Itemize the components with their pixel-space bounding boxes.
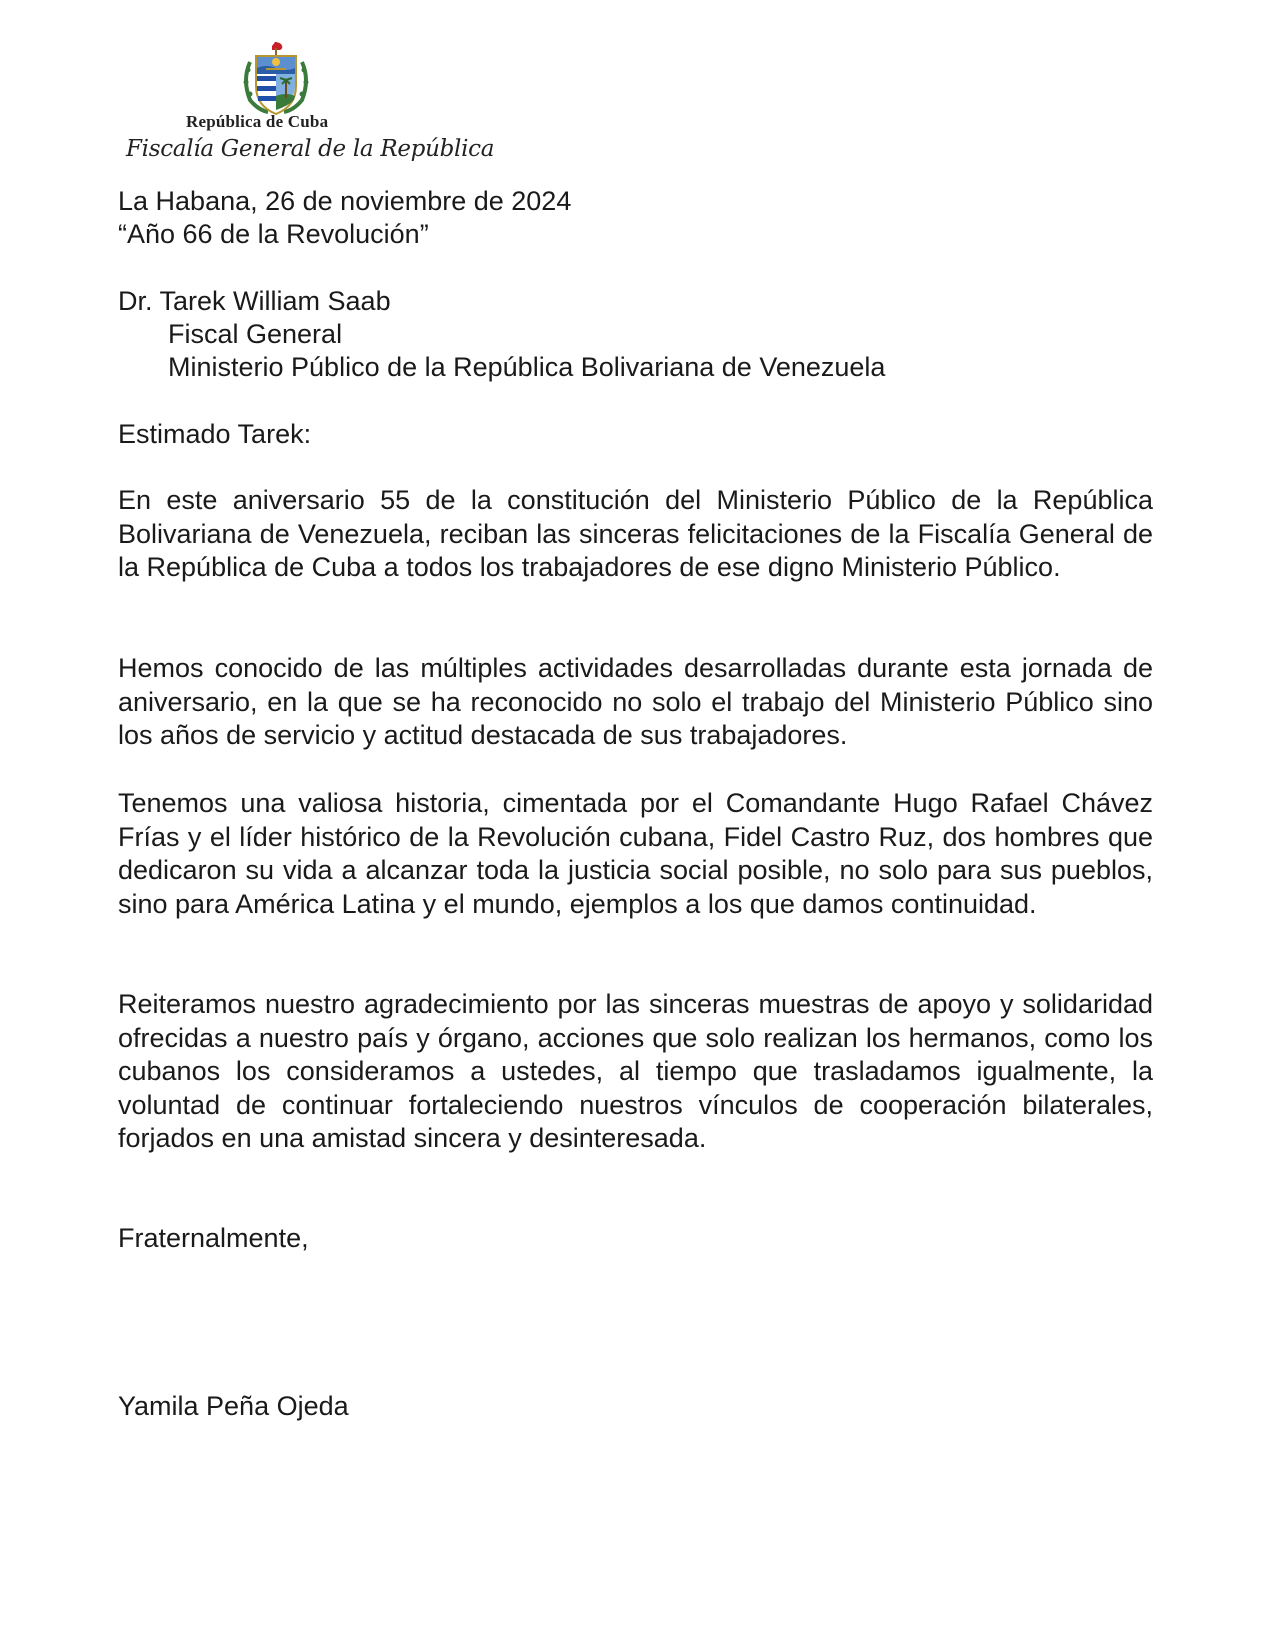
recipient-organization: Ministerio Público de la República Bolivariana de Venezuela (168, 352, 886, 382)
year-motto: “Año 66 de la Revolución” (118, 219, 429, 249)
recipient-name: Dr. Tarek William Saab (118, 286, 391, 316)
place-date: La Habana, 26 de noviembre de 2024 (118, 186, 572, 216)
signature-name: Yamila Peña Ojeda (118, 1391, 349, 1421)
greeting: Estimado Tarek: (118, 419, 312, 449)
body-paragraph-1: En este aniversario 55 de la constitución del Ministerio Público de la República Bolivariana de Venezuela, reciban las sinceras felicitaciones de la Fiscalía General de la República de Cuba a todos los trabajadores de ese digno Ministerio Público. (118, 485, 1153, 582)
body-paragraph-4: Reiteramos nuestro agradecimiento por las sinceras muestras de apoyo y solidaridad ofrecidas a nuestro país y órgano, acciones que solo realizan los hermanos, como los cubanos los consideramos a ustedes, al tiempo que trasladamos igualmente, la voluntad de continuar fortaleciendo nuestros vínculos de cooperación bilaterales, forjados en una amistad sincera y desinteresada. (118, 989, 1153, 1153)
coat-of-arms-emblem (236, 40, 316, 118)
body-paragraph-2: Hemos conocido de las múltiples actividades desarrolladas durante esta jornada de aniversario, en la que se ha reconocido no solo el trabajo del Ministerio Público sino los años de servicio y actitud destacada de sus trabajadores. (118, 653, 1153, 750)
letterhead-office: Fiscalía General de la República (126, 136, 495, 162)
letterhead-republic: República de Cuba (186, 112, 329, 131)
recipient-title: Fiscal General (168, 319, 343, 349)
closing: Fraternalmente, (118, 1223, 309, 1253)
letterhead (118, 40, 495, 170)
body-paragraph-3: Tenemos una valiosa historia, cimentada por el Comandante Hugo Rafael Chávez Frías y el líder histórico de la Revolución cubana, Fidel Castro Ruz, dos hombres que dedicaron su vida a alcanzar toda la justicia social posible, no solo para sus pueblos, sino para América Latina y el mundo, ejemplos a los que damos continuidad. (118, 788, 1153, 919)
